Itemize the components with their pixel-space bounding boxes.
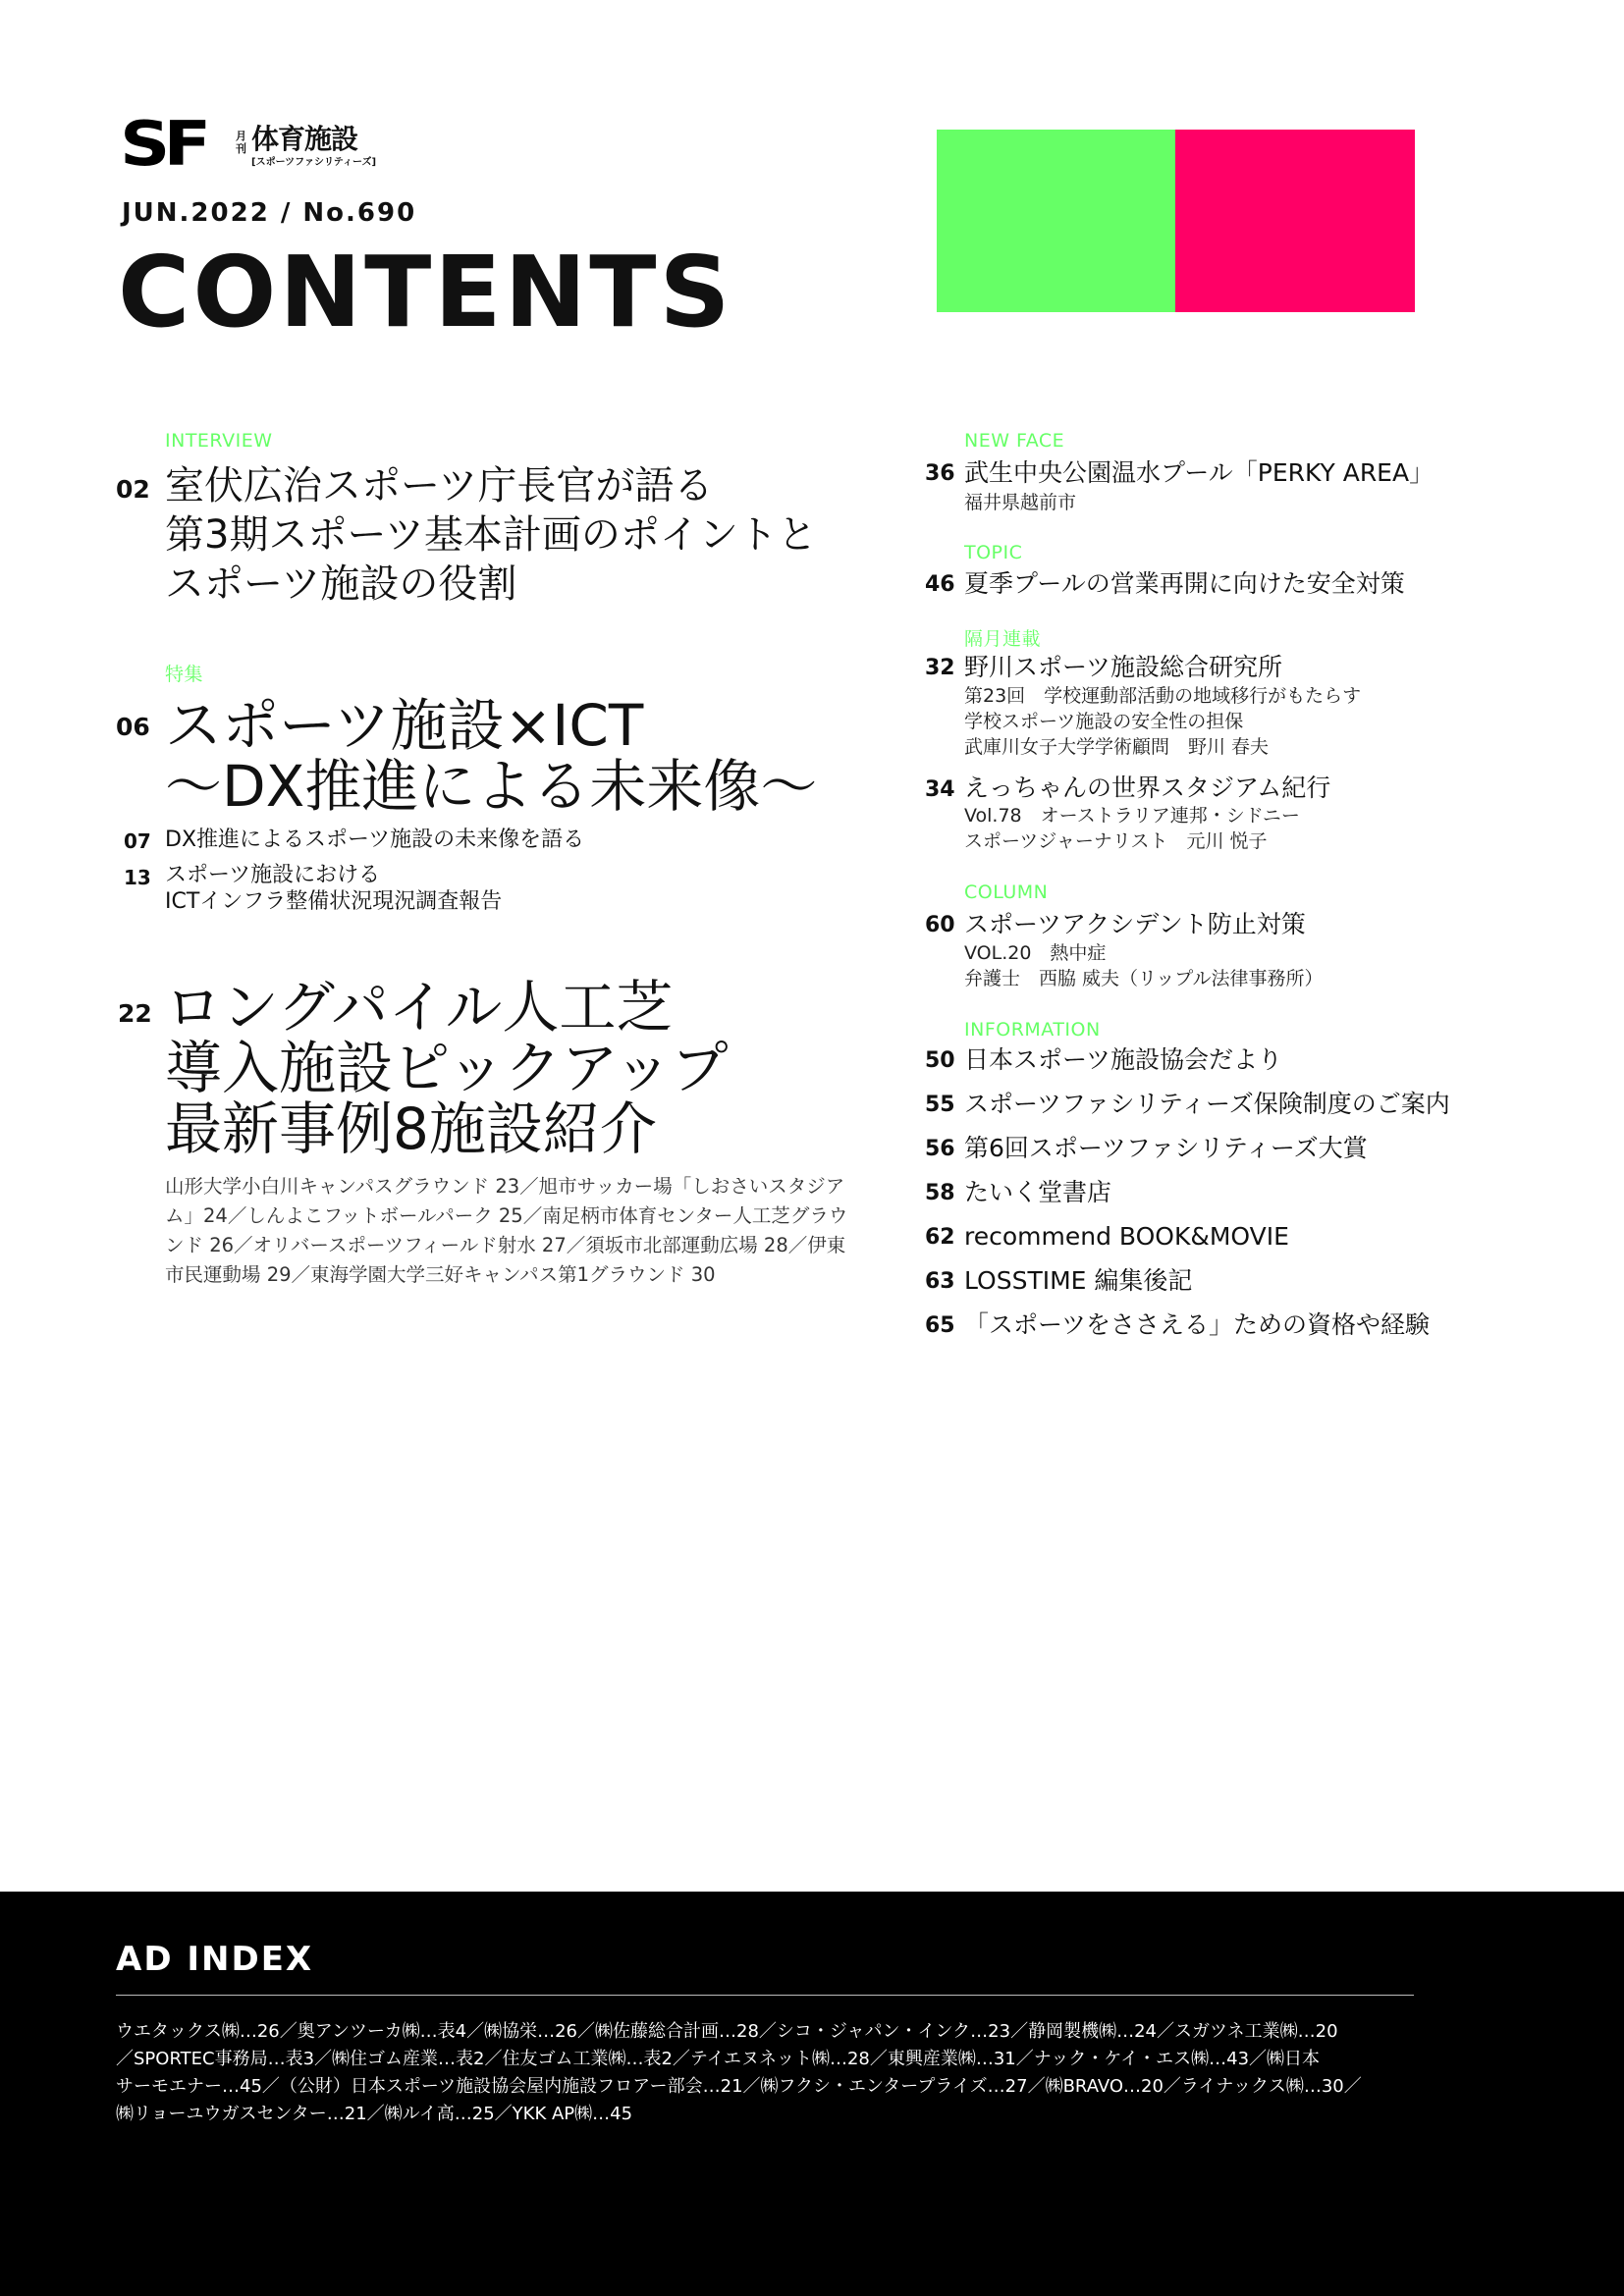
advertiser-list <box>116 2018 1416 2128</box>
advertiser-line: サーモエナー…45／（公財）日本スポーツ施設協会屋内施設フロアー部会…21／㈱フクシ・エンタープライズ…27／㈱BRAVO…20／ライナックス㈱…30／ <box>116 2076 1362 2097</box>
column-title[interactable]: スポーツアクシデント防止対策 <box>964 910 1306 938</box>
serial-details <box>964 683 1361 760</box>
category-feature: 特集 <box>165 664 204 685</box>
page-number: 58 <box>925 1181 955 1205</box>
category-interview: INTERVIEW <box>165 430 273 452</box>
column-details <box>964 940 1324 991</box>
information-title: 第6回スポーツファシリティーズ大賞 <box>964 1134 1368 1162</box>
list-item[interactable] <box>925 1044 1475 1089</box>
page-number: 62 <box>925 1225 955 1250</box>
page-number: 07 <box>124 829 151 853</box>
information-title: recommend BOOK&MOVIE <box>964 1222 1289 1251</box>
title-line: スポーツ施設の役割 <box>165 561 517 607</box>
advertiser-line: ウエタックス㈱…26／奥アンツーカ㈱…表4／㈱協栄…26／㈱佐藤総合計画…28／シコ・ジャパン・インク…23／静岡製機㈱…24／スガツネ工業㈱…20 <box>116 2021 1338 2042</box>
page-number: 46 <box>925 572 955 597</box>
topic-title[interactable]: 夏季プールの営業再開に向けた安全対策 <box>964 569 1405 598</box>
list-item[interactable] <box>925 1089 1475 1133</box>
page-number: 55 <box>925 1093 955 1117</box>
magazine-logo <box>120 108 377 180</box>
category-new-face: NEW FACE <box>964 430 1065 452</box>
list-item[interactable] <box>925 1221 1475 1265</box>
title-line: 第3期スポーツ基本計画のポイントと <box>165 512 817 558</box>
page-number: 65 <box>925 1313 955 1338</box>
facility-list-line: 市民運動場 29／東海学園大学三好キャンパス第1グラウンド 30 <box>165 1263 716 1286</box>
list-item[interactable] <box>925 1133 1475 1177</box>
serial-detail-line: Vol.78 オーストラリア連邦・シドニー <box>964 805 1300 827</box>
title-line: 最新事例8施設紹介 <box>165 1095 657 1162</box>
information-title: たいく堂書店 <box>964 1178 1112 1206</box>
title-line: ロングパイル人工芝 <box>165 974 674 1041</box>
serial-detail-line: 第23回 学校運動部活動の地域移行がもたらす <box>964 685 1362 707</box>
serial-detail-line: スポーツジャーナリスト 元川 悦子 <box>964 830 1268 852</box>
green-color-block <box>937 130 1175 312</box>
interview-title[interactable] <box>165 461 817 609</box>
column-detail-line: 弁護士 西脇 威夫（リップル法律事務所） <box>964 968 1324 989</box>
information-title: スポーツファシリティーズ保険制度のご案内 <box>964 1090 1450 1118</box>
ad-index-title: AD INDEX <box>116 1940 314 1979</box>
page-number: 63 <box>925 1269 955 1294</box>
title-line: 導入施設ピックアップ <box>165 1035 729 1101</box>
feature-subitem[interactable] <box>165 862 502 915</box>
logo-monthly: 月刊 <box>236 130 246 155</box>
page-number: 56 <box>925 1137 955 1161</box>
issue-number: JUN.2022 / No.690 <box>122 198 417 228</box>
feature-title[interactable] <box>165 692 818 820</box>
pink-color-block <box>1175 130 1415 312</box>
category-serial: 隔月連載 <box>964 628 1042 650</box>
feature-subitem[interactable] <box>165 827 584 853</box>
new-face-location: 福井県越前市 <box>964 492 1077 513</box>
advertiser-line: ／SPORTEC事務局…表3／㈱住ゴム産業…表2／住友ゴム工業㈱…表2／テイエヌネット㈱…28／東興産業㈱…31／ナック・ケイ・エス㈱…43／㈱日本 <box>116 2049 1321 2069</box>
logo-subtitle: [スポーツファシリティーズ] <box>251 157 377 168</box>
page-number: 60 <box>925 913 955 937</box>
title-line: 室伏広治スポーツ庁長官が語る <box>165 463 714 508</box>
page-number: 36 <box>925 461 955 486</box>
list-item[interactable] <box>925 1309 1475 1354</box>
subitem-line: スポーツ施設における <box>165 863 381 887</box>
facility-list-line: 山形大学小白川キャンパスグラウンド 23／旭市サッカー場「しおさいスタジア <box>165 1175 845 1198</box>
column-detail-line: VOL.20 熱中症 <box>964 942 1107 964</box>
category-topic: TOPIC <box>964 542 1023 563</box>
serial-title[interactable]: 野川スポーツ施設総合研究所 <box>964 653 1283 681</box>
facility-list-line: ンド 26／オリバースポーツフィールド射水 27／須坂市北部運動広場 28／伊東 <box>165 1234 846 1256</box>
title-line: スポーツ施設×ICT <box>165 692 644 759</box>
facility-list <box>165 1172 872 1290</box>
serial-detail-line: 武庫川女子大学学術顧問 野川 春夫 <box>964 736 1270 758</box>
page-number: 50 <box>925 1048 955 1073</box>
information-title: LOSSTIME 編集後記 <box>964 1266 1193 1295</box>
subitem-line: ICTインフラ整備状況現況調査報告 <box>165 889 503 914</box>
page-number: 34 <box>925 777 955 802</box>
title-line: ～DX推進による未来像～ <box>165 753 818 820</box>
turf-feature-title[interactable] <box>165 974 729 1162</box>
facility-list-line: ム」24／しんよこフットボールパーク 25／南足柄市体育センター人工芝グラウ <box>165 1204 848 1227</box>
new-face-title[interactable]: 武生中央公園温水プール「PERKY AREA」 <box>964 458 1435 487</box>
category-information: INFORMATION <box>964 1019 1101 1041</box>
serial-title[interactable]: えっちゃんの世界スタジアム紀行 <box>964 774 1331 802</box>
divider <box>116 1995 1414 1996</box>
page-title: CONTENTS <box>118 235 733 349</box>
advertiser-line: ㈱リョーユウガスセンター…21／㈱ルイ高…25／YKK AP㈱…45 <box>116 2104 633 2124</box>
logo-sf: SF <box>120 108 205 180</box>
serial-details <box>964 803 1300 854</box>
information-title: 「スポーツをささえる」ための資格や経験 <box>964 1310 1431 1339</box>
page-number: 02 <box>116 475 150 504</box>
list-item[interactable] <box>925 1265 1475 1309</box>
page-number: 32 <box>925 656 955 680</box>
logo-japanese-title: 体育施設 <box>251 123 358 155</box>
page-number: 22 <box>118 999 152 1028</box>
information-list <box>925 1044 1475 1354</box>
category-column: COLUMN <box>964 881 1049 903</box>
information-title: 日本スポーツ施設協会だより <box>964 1045 1283 1074</box>
list-item[interactable] <box>925 1177 1475 1221</box>
page-number: 06 <box>116 713 150 741</box>
page-number: 13 <box>124 866 151 889</box>
serial-detail-line: 学校スポーツ施設の安全性の担保 <box>964 711 1244 732</box>
subitem-line: DX推進によるスポーツ施設の未来像を語る <box>165 828 585 852</box>
